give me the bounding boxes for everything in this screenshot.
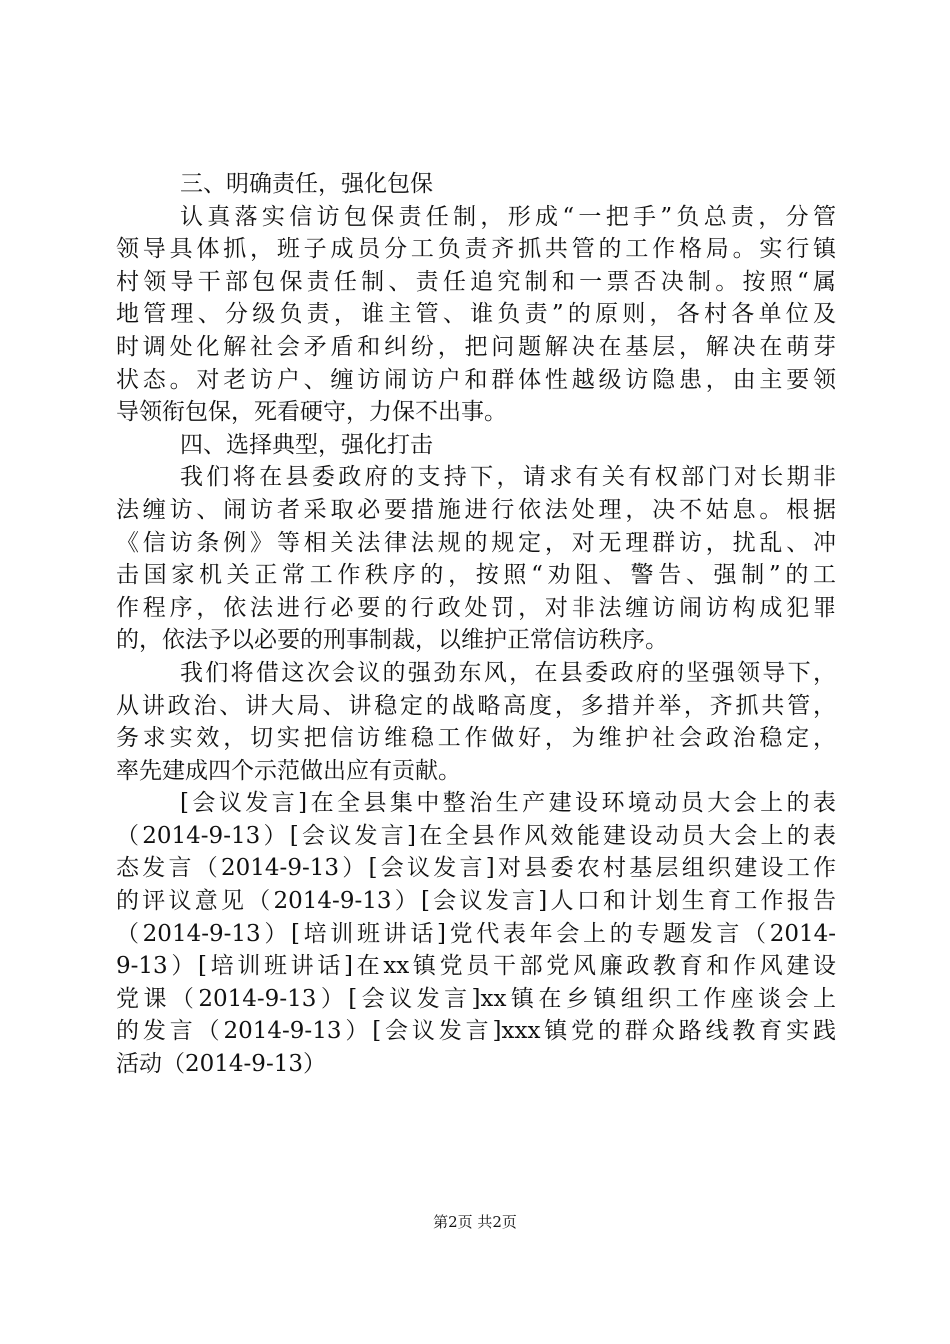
page-footer: 第2页 共2页: [433, 1213, 517, 1231]
paragraph-line: 活动（2014-9-13）: [116, 1051, 326, 1078]
paragraph-line: 务求实效，切实把信访维稳工作做好，为维护社会政治稳定，: [116, 725, 836, 752]
section-heading: 四、选择典型，强化打击: [180, 431, 433, 458]
paragraph-line: 击国家机关正常工作秩序的，按照“劝阻、警告、强制”的工: [116, 562, 836, 589]
paragraph-line: 的评议意见（2014-9-13）[会议发言]人口和计划生育工作报告: [116, 888, 836, 915]
paragraph-line: 地管理、分级负责，谁主管、谁负责”的原则，各村各单位及: [116, 301, 836, 328]
paragraph-line: 《信访条例》等相关法律法规的规定，对无理群访，扰乱、冲: [116, 529, 836, 556]
paragraph-line: 9-13）[培训班讲话]在xx镇党员干部党风廉政教育和作风建设: [116, 953, 836, 980]
paragraph-line: 党课（2014-9-13）[会议发言]xx镇在乡镇组织工作座谈会上: [116, 985, 836, 1012]
document-body: [116, 168, 836, 1081]
paragraph-line: 我们将在县委政府的支持下，请求有关有权部门对长期非: [180, 464, 836, 491]
paragraph-line: 态发言（2014-9-13）[会议发言]对县委农村基层组织建设工作: [116, 855, 836, 882]
paragraph-line: 的，依法予以必要的刑事制裁，以维护正常信访秩序。: [116, 627, 668, 654]
paragraph-line: 认真落实信访包保责任制，形成“一把手”负总责，分管: [180, 203, 836, 230]
paragraph-line: 的发言（2014-9-13）[会议发言]xxx镇党的群众路线教育实践: [116, 1018, 836, 1045]
paragraph-line: 时调处化解社会矛盾和纠纷，把问题解决在基层，解决在萌芽: [116, 333, 836, 360]
paragraph-line: （2014-9-13）[培训班讲话]党代表年会上的专题发言（2014-: [116, 920, 836, 947]
paragraph-line: 我们将借这次会议的强劲东风，在县委政府的坚强领导下，: [180, 659, 836, 686]
paragraph-line: （2014-9-13）[会议发言]在全县作风效能建设动员大会上的表: [116, 822, 836, 849]
paragraph-line: 从讲政治、讲大局、讲稳定的战略高度，多措并举，齐抓共管，: [116, 692, 836, 719]
paragraph-line: 作程序，依法进行必要的行政处罚，对非法缠访闹访构成犯罪: [116, 594, 836, 621]
paragraph-line: 村领导干部包保责任制、责任追究制和一票否决制。按照“属: [116, 268, 836, 295]
paragraph-line: 状态。对老访户、缠访闹访户和群体性越级访隐患，由主要领: [116, 366, 836, 393]
paragraph-line: 领导具体抓，班子成员分工负责齐抓共管的工作格局。实行镇: [116, 236, 836, 263]
paragraph-line: [会议发言]在全县集中整治生产建设环境动员大会上的表: [180, 790, 836, 817]
paragraph-line: 导领衔包保，死看硬守，力保不出事。: [116, 399, 507, 426]
paragraph-line: 法缠访、闹访者采取必要措施进行依法处理，决不姑息。根据: [116, 496, 836, 523]
paragraph-line: 率先建成四个示范做出应有贡献。: [116, 757, 461, 784]
section-heading: 三、明确责任，强化包保: [180, 171, 433, 197]
